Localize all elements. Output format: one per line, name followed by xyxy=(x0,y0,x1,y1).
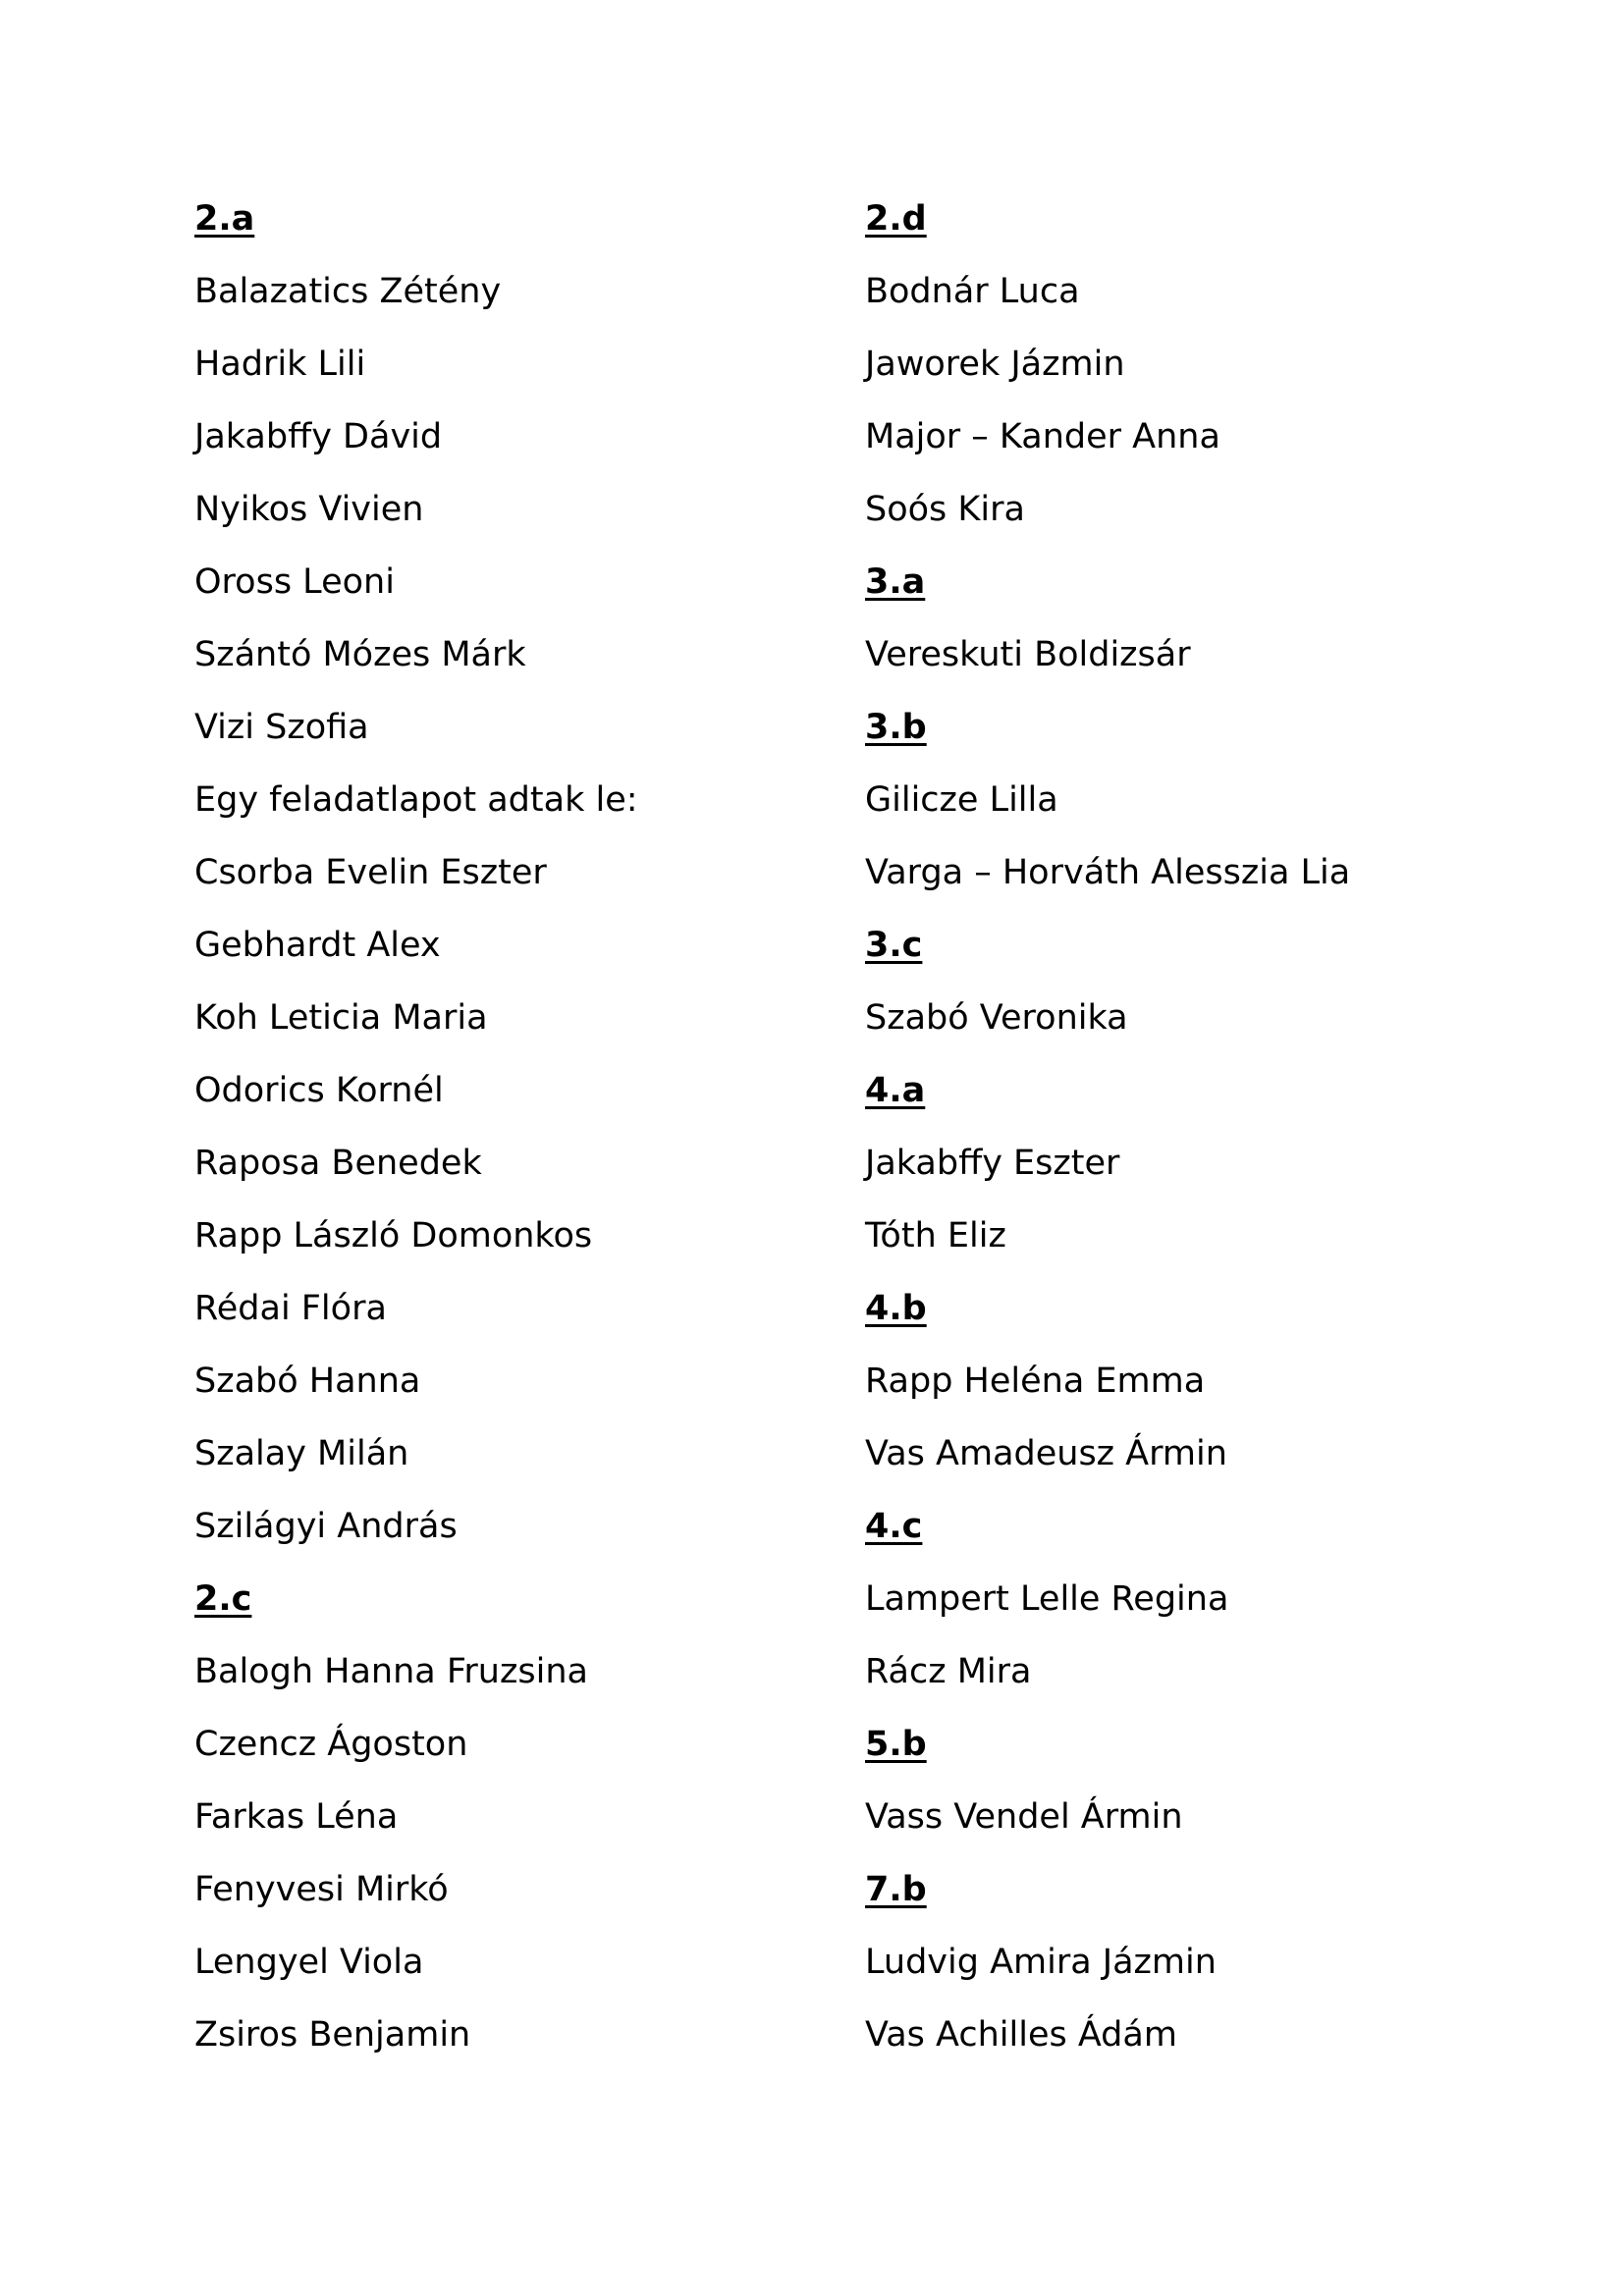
student-name: Farkas Léna xyxy=(194,1797,399,1837)
class-heading: 2.a xyxy=(194,199,255,239)
class-heading: 3.c xyxy=(865,926,923,965)
student-name: Gebhardt Alex xyxy=(194,926,441,965)
student-name: Zsiros Benjamin xyxy=(194,2015,471,2055)
student-name: Rapp László Domonkos xyxy=(194,1216,593,1255)
student-name: Lengyel Viola xyxy=(194,1943,424,1982)
student-name: Szabó Veronika xyxy=(865,998,1128,1038)
student-name: Vizi Szofia xyxy=(194,708,369,747)
student-name: Czencz Ágoston xyxy=(194,1725,468,1764)
student-name: Oross Leoni xyxy=(194,562,395,602)
class-heading: 4.b xyxy=(865,1289,927,1328)
student-name: Szilágyi András xyxy=(194,1507,458,1546)
left-column xyxy=(194,192,862,2081)
student-name: Tóth Eliz xyxy=(865,1216,1006,1255)
note-text: Egy feladatlapot adtak le: xyxy=(194,780,638,820)
student-name: Vas Amadeusz Ármin xyxy=(865,1434,1227,1473)
class-heading: 7.b xyxy=(865,1870,927,1909)
student-name: Balazatics Zétény xyxy=(194,272,502,311)
student-name: Raposa Benedek xyxy=(194,1144,482,1183)
student-name: Lampert Lelle Regina xyxy=(865,1579,1229,1619)
student-name: Vereskuti Boldizsár xyxy=(865,635,1191,674)
student-name: Rédai Flóra xyxy=(194,1289,387,1328)
class-heading: 4.a xyxy=(865,1071,926,1110)
student-name: Gilicze Lilla xyxy=(865,780,1058,820)
student-name: Vass Vendel Ármin xyxy=(865,1797,1183,1837)
student-name: Koh Leticia Maria xyxy=(194,998,488,1038)
class-heading: 2.c xyxy=(194,1579,252,1619)
student-name: Balogh Hanna Fruzsina xyxy=(194,1652,588,1691)
student-name: Jaworek Jázmin xyxy=(865,345,1125,384)
student-name: Bodnár Luca xyxy=(865,272,1080,311)
student-name: Nyikos Vivien xyxy=(194,490,424,529)
student-name: Major – Kander Anna xyxy=(865,417,1220,456)
student-name: Szalay Milán xyxy=(194,1434,409,1473)
class-heading: 4.c xyxy=(865,1507,923,1546)
student-name: Soós Kira xyxy=(865,490,1025,529)
student-name: Rapp Heléna Emma xyxy=(865,1362,1206,1401)
student-name: Hadrik Lili xyxy=(194,345,366,384)
student-name: Jakabffy Dávid xyxy=(194,417,443,456)
class-heading: 5.b xyxy=(865,1725,927,1764)
student-name: Rácz Mira xyxy=(865,1652,1032,1691)
class-heading: 2.d xyxy=(865,199,927,239)
student-name: Varga – Horváth Alesszia Lia xyxy=(865,853,1351,892)
student-name: Vas Achilles Ádám xyxy=(865,2015,1177,2055)
student-name: Szabó Hanna xyxy=(194,1362,421,1401)
student-name: Fenyvesi Mirkó xyxy=(194,1870,449,1909)
class-heading: 3.b xyxy=(865,708,927,747)
student-name: Odorics Kornél xyxy=(194,1071,444,1110)
student-name: Ludvig Amira Jázmin xyxy=(865,1943,1217,1982)
right-column xyxy=(865,192,1533,2081)
student-name: Jakabffy Eszter xyxy=(865,1144,1120,1183)
student-name: Csorba Evelin Eszter xyxy=(194,853,547,892)
student-name: Szántó Mózes Márk xyxy=(194,635,526,674)
class-heading: 3.a xyxy=(865,562,926,602)
